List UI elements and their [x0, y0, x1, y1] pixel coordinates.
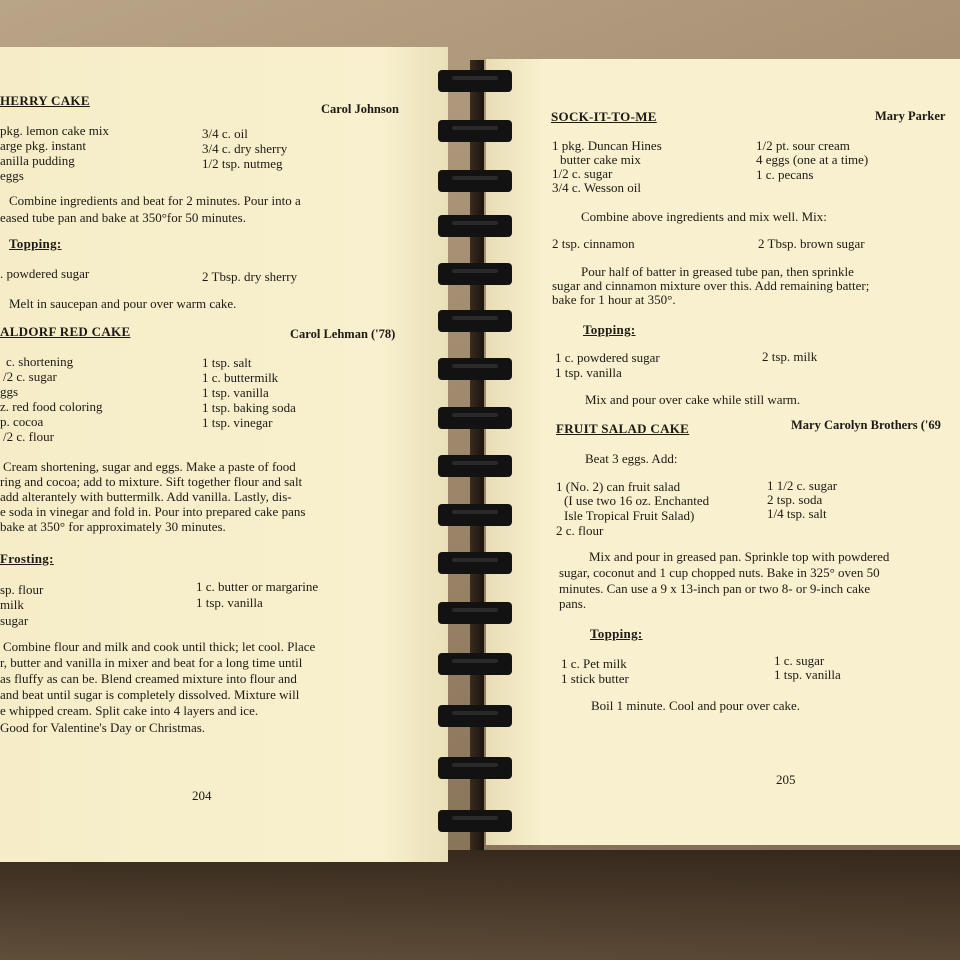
ingredient: 2 Tbsp. brown sugar — [758, 236, 865, 251]
ingredient: p. cocoa — [0, 414, 44, 429]
ingredient: 1 c. buttermilk — [202, 370, 279, 385]
ingredient: 2 Tbsp. dry sherry — [202, 269, 298, 284]
ingredient: 1/2 pt. sour cream — [756, 138, 850, 153]
ingredient: 1 tsp. vanilla — [555, 365, 622, 380]
ingredient: milk — [0, 597, 24, 612]
directions-line: bake for 1 hour at 350°. — [552, 292, 676, 307]
directions-line: minutes. Can use a 9 x 13-inch pan or two 8- or 9-inch cake — [559, 581, 871, 596]
ingredient: 4 eggs (one at a time) — [756, 152, 869, 167]
recipe-author: Carol Johnson — [321, 102, 399, 116]
directions-line: Combine flour and milk and cook until thick; let cool. Place — [3, 639, 316, 654]
ingredient: 1 c. powdered sugar — [555, 350, 660, 365]
ingredient: butter cake mix — [560, 152, 641, 167]
ingredient: 2 tsp. soda — [767, 492, 823, 507]
directions-line: eased tube pan and bake at 350°for 50 minutes. — [0, 210, 246, 225]
left-page — [0, 47, 448, 862]
ingredient: 1 tsp. vinegar — [202, 415, 273, 430]
ingredient: 1/4 tsp. salt — [767, 506, 827, 521]
recipe-author: Mary Parker — [875, 109, 946, 123]
page-number: 204 — [192, 788, 212, 803]
directions-line: sugar and cinnamon mixture over this. Add remaining batter; — [552, 278, 870, 293]
directions-line: bake at 350° for approximately 30 minutes. — [0, 519, 226, 534]
directions-line: Combine ingredients and beat for 2 minutes. Pour into a — [9, 193, 301, 208]
ingredient: 3/4 c. Wesson oil — [552, 180, 641, 195]
ingredient: eggs — [0, 168, 24, 183]
ingredient: ggs — [0, 384, 19, 399]
spiral-binding — [430, 60, 520, 850]
ingredient: anilla pudding — [0, 153, 75, 168]
ingredient: 2 c. flour — [556, 523, 604, 538]
directions-line: as fluffy as can be. Blend creamed mixture into flour and — [0, 671, 297, 686]
ingredient: Isle Tropical Fruit Salad) — [564, 508, 695, 523]
ingredient: 1 (No. 2) can fruit salad — [556, 479, 681, 494]
recipe-title: SOCK-IT-TO-ME — [551, 109, 657, 124]
directions-line: e whipped cream. Split cake into 4 layers and ice. — [0, 703, 259, 718]
ingredient: 1 c. Pet milk — [561, 656, 627, 671]
directions-line: Mix and pour in greased pan. Sprinkle top with powdered — [589, 549, 890, 564]
recipe-title: HERRY CAKE — [0, 93, 90, 108]
ingredient: 1 1/2 c. sugar — [767, 478, 838, 493]
directions-line: r, butter and vanilla in mixer and beat for a long time until — [0, 655, 303, 670]
ingredient: 3/4 c. dry sherry — [202, 141, 288, 156]
ingredient: pkg. lemon cake mix — [0, 123, 110, 138]
recipe-title: ALDORF RED CAKE — [0, 324, 131, 339]
recipe-author: Carol Lehman ('78) — [290, 327, 396, 341]
ingredient: 1 tsp. salt — [202, 355, 252, 370]
ingredient: 1/2 tsp. nutmeg — [202, 156, 283, 171]
directions-line: add alterantely with buttermilk. Add vanilla. Lastly, dis- — [0, 489, 292, 504]
ingredient: 1 tsp. vanilla — [774, 667, 841, 682]
directions-line: Mix and pour over cake while still warm. — [585, 392, 801, 407]
ingredient: 2 tsp. milk — [762, 349, 818, 364]
directions-line: Pour half of batter in greased tube pan, then sprinkle — [581, 264, 854, 279]
page-number: 205 — [776, 772, 796, 787]
ingredient: 1 c. pecans — [756, 167, 814, 182]
directions-line: pans. — [559, 596, 587, 611]
directions-line: Combine above ingredients and mix well. Mix: — [581, 209, 827, 224]
ingredient: sp. flour — [0, 582, 44, 597]
directions-line: ring and cocoa; add to mixture. Sift together flour and salt — [0, 474, 303, 489]
topping-heading: Topping: — [583, 322, 636, 337]
shadow — [0, 850, 960, 960]
ingredient: /2 c. sugar — [3, 369, 57, 384]
topping-heading: Topping: — [590, 626, 643, 641]
recipe-author: Mary Carolyn Brothers ('69 — [791, 418, 941, 432]
topping-heading: Topping: — [9, 236, 62, 251]
right-page — [486, 59, 960, 845]
ingredient: c. shortening — [6, 354, 74, 369]
ingredient: 1 c. butter or margarine — [196, 579, 319, 594]
ingredient: 1 c. sugar — [774, 653, 825, 668]
ingredient: 3/4 c. oil — [202, 126, 248, 141]
directions-line: Melt in saucepan and pour over warm cake. — [9, 296, 237, 311]
ingredient: 1/2 c. sugar — [552, 166, 613, 181]
directions-line: Boil 1 minute. Cool and pour over cake. — [591, 698, 801, 713]
ingredient: 1 stick butter — [561, 671, 629, 686]
ingredient: 1 pkg. Duncan Hines — [552, 138, 662, 153]
frosting-heading: Frosting: — [0, 551, 54, 566]
ingredient: . powdered sugar — [0, 266, 90, 281]
directions-line: Beat 3 eggs. Add: — [585, 451, 678, 466]
ingredient: z. red food coloring — [0, 399, 103, 414]
ingredient: 2 tsp. cinnamon — [552, 236, 635, 251]
directions-line: Good for Valentine's Day or Christmas. — [0, 720, 206, 735]
ingredient: (I use two 16 oz. Enchanted — [564, 493, 710, 508]
directions-line: e soda in vinegar and fold in. Pour into prepared cake pans — [0, 504, 306, 519]
ingredient: /2 c. flour — [3, 429, 54, 444]
ingredient: sugar — [0, 613, 29, 628]
ingredient: 1 tsp. baking soda — [202, 400, 296, 415]
directions-line: sugar, coconut and 1 cup chopped nuts. Bake in 325° oven 50 — [559, 565, 880, 580]
directions-line: Cream shortening, sugar and eggs. Make a paste of food — [3, 459, 296, 474]
ingredient: 1 tsp. vanilla — [196, 595, 263, 610]
ingredient: arge pkg. instant — [0, 138, 87, 153]
directions-line: and beat until sugar is completely dissolved. Mixture will — [0, 687, 300, 702]
ingredient: 1 tsp. vanilla — [202, 385, 269, 400]
recipe-title: FRUIT SALAD CAKE — [556, 421, 690, 436]
